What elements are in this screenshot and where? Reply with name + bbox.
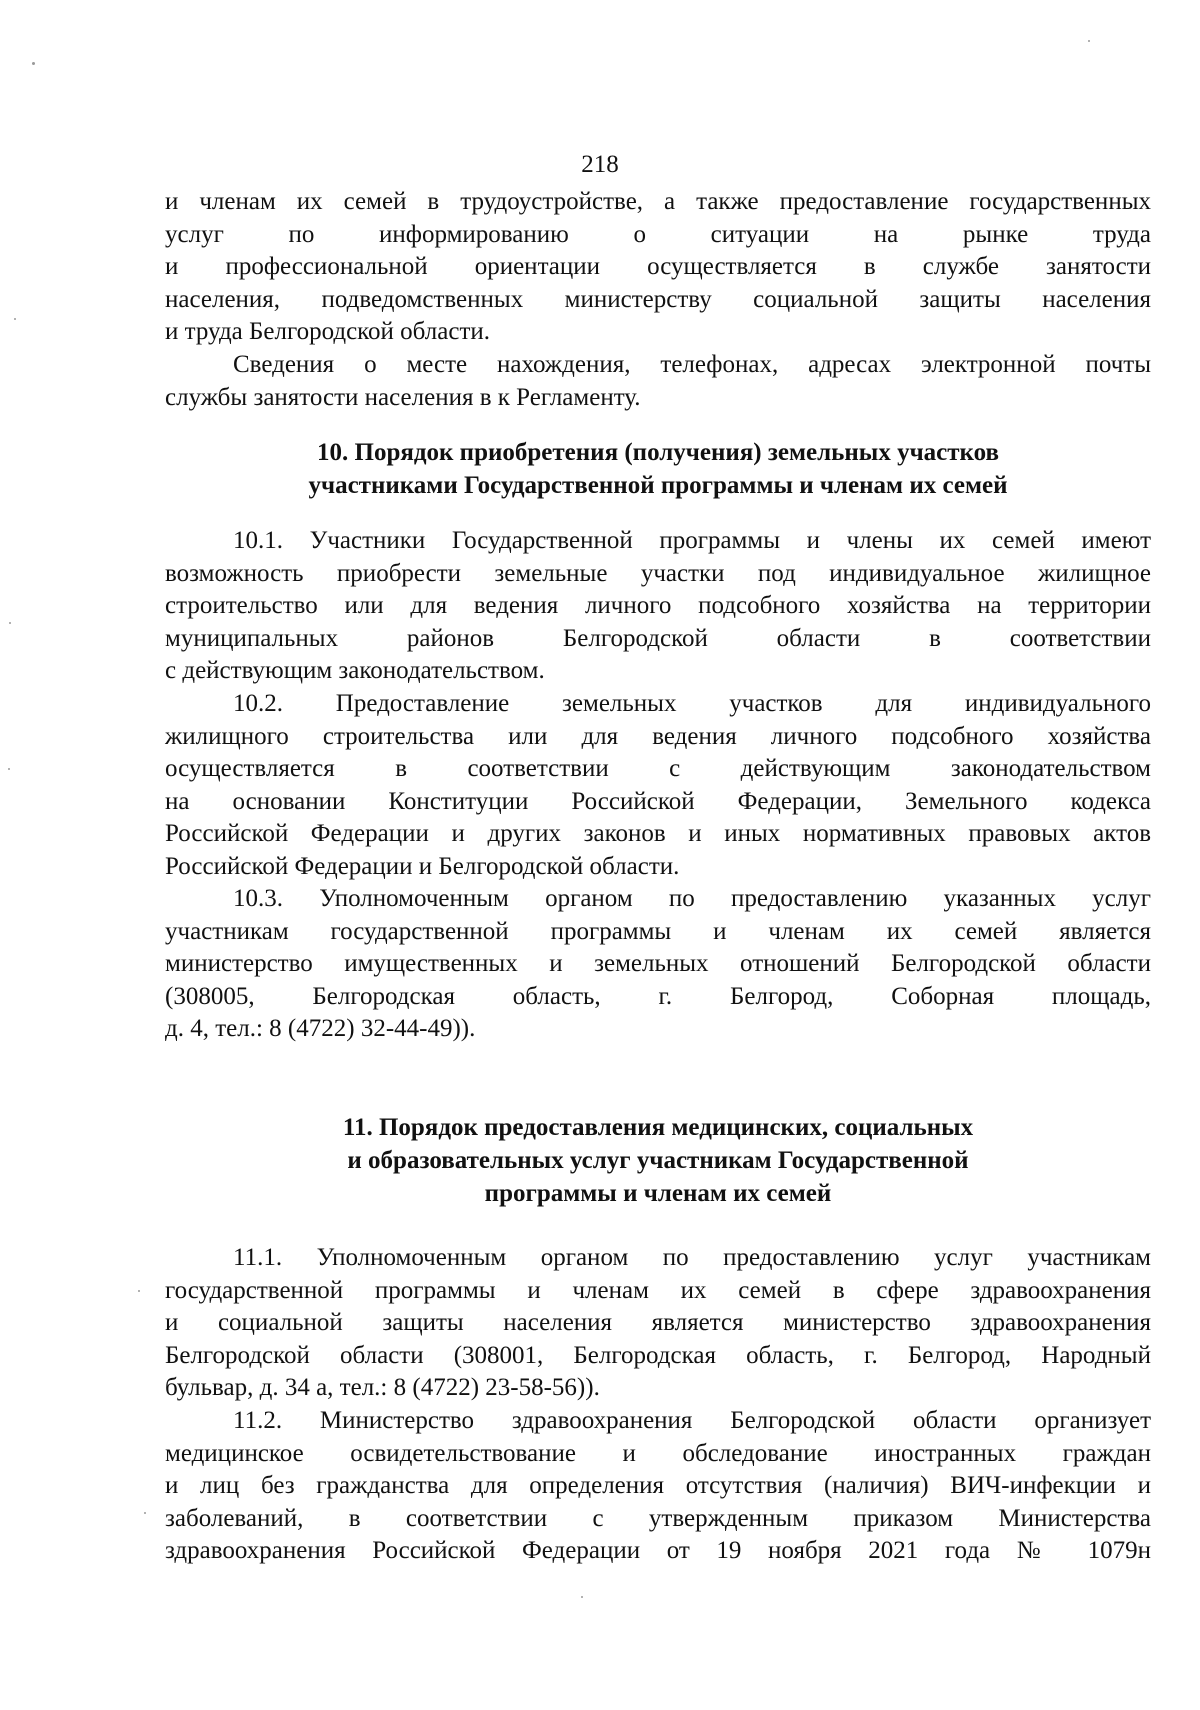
text-line: и профессиональной ориентации осуществляется в службе занятости [165,253,1151,280]
text-line: 10.1. Участники Государственной программы и члены их семей имеют [233,527,1151,554]
text-line: и труда Белгородской области. [165,318,490,345]
text-line: здравоохранения Российской Федерации от 19 ноября 2021 года № 1079н [165,1537,1151,1564]
scan-speck [138,1290,140,1292]
paragraph-10-3 [165,883,1151,1046]
text-line: услуг по информированию о ситуации на рынке труда [165,220,1151,248]
scan-speck [144,1512,146,1514]
text-line: населения, подведомственных министерству социальной защиты населения [165,285,1151,313]
scan-speck [14,318,16,320]
text-line: медицинское освидетельствование и обследование иностранных граждан [165,1439,1151,1467]
paragraph-intro [165,186,1151,349]
text-line: муниципальных районов Белгородской области в соответствии [165,624,1151,652]
heading-line: участниками Государственной программы и членам их семей [308,472,1008,499]
scan-speck [8,768,10,770]
scan-speck [9,622,11,624]
text-line: строительство или для ведения личного подсобного хозяйства на территории [165,592,1151,619]
text-line: 10.2. Предоставление земельных участков для индивидуального [233,690,1151,717]
page-number: 218 [581,151,619,178]
text-line: 11.1. Уполномоченным органом по предоставлению услуг участникам [233,1244,1151,1271]
text-line: осуществляется в соответствии с действующим законодательством [165,755,1151,782]
text-line: возможность приобрести земельные участки под индивидуальное жилищное [165,559,1151,587]
text-line: жилищного строительства или для ведения личного подсобного хозяйства [165,722,1151,750]
text-line: и социальной защиты населения является министерство здравоохранения [165,1309,1151,1336]
text-line: службы занятости населения в к Регламенту. [165,383,641,411]
text-line: министерство имущественных и земельных отношений Белгородской области [165,950,1151,977]
text-line: и членам их семей в трудоустройстве, а также предоставление государственных [165,188,1151,215]
text-line: Российской Федерации и Белгородской области. [165,852,680,880]
section-heading-11 [165,1111,1151,1210]
text-line: на основании Конституции Российской Федерации, Земельного кодекса [165,787,1151,815]
text-line: Российской Федерации и других законов и иных нормативных правовых актов [165,820,1151,847]
text-line: заболеваний, в соответствии с утвержденным приказом Министерства [165,1504,1151,1532]
text-line: государственной программы и членам их семей в сфере здравоохранения [165,1276,1151,1304]
scan-speck [1088,40,1090,42]
text-line: и лиц без гражданства для определения отсутствия (наличия) ВИЧ-инфекции и [165,1472,1151,1499]
text-line: 11.2. Министерство здравоохранения Белгородской области организует [233,1407,1151,1434]
scan-speck [581,1596,583,1598]
paragraph-contacts [165,349,1151,414]
text-line: бульвар, д. 34 а, тел.: 8 (4722) 23-58-56)). [165,1374,600,1401]
heading-line: 11. Порядок предоставления медицинских, социальных [342,1114,974,1141]
paragraph-11-2 [165,1405,1151,1568]
paragraph-10-2 [165,688,1151,883]
heading-line: программы и членам их семей [484,1180,832,1207]
text-line: с действующим законодательством. [165,657,545,684]
heading-line: 10. Порядок приобретения (получения) земельных участков [317,439,999,466]
text-line: д. 4, тел.: 8 (4722) 32-44-49)). [165,1015,476,1042]
text-line: Сведения о месте нахождения, телефонах, адресах электронной почты [233,351,1151,378]
text-line: (308005, Белгородская область, г. Белгород, Соборная площадь, [165,982,1151,1010]
paragraph-10-1 [165,525,1151,688]
section-heading-10 [165,436,1151,502]
scan-speck [32,62,35,65]
text-line: участникам государственной программы и членам их семей является [165,917,1151,945]
text-line: 10.3. Уполномоченным органом по предоставлению указанных услуг [233,885,1151,912]
paragraph-11-1 [165,1242,1151,1405]
text-line: Белгородской области (308001, Белгородская область, г. Белгород, Народный [165,1341,1151,1369]
heading-line: и образовательных услуг участникам Государственной [347,1147,969,1174]
